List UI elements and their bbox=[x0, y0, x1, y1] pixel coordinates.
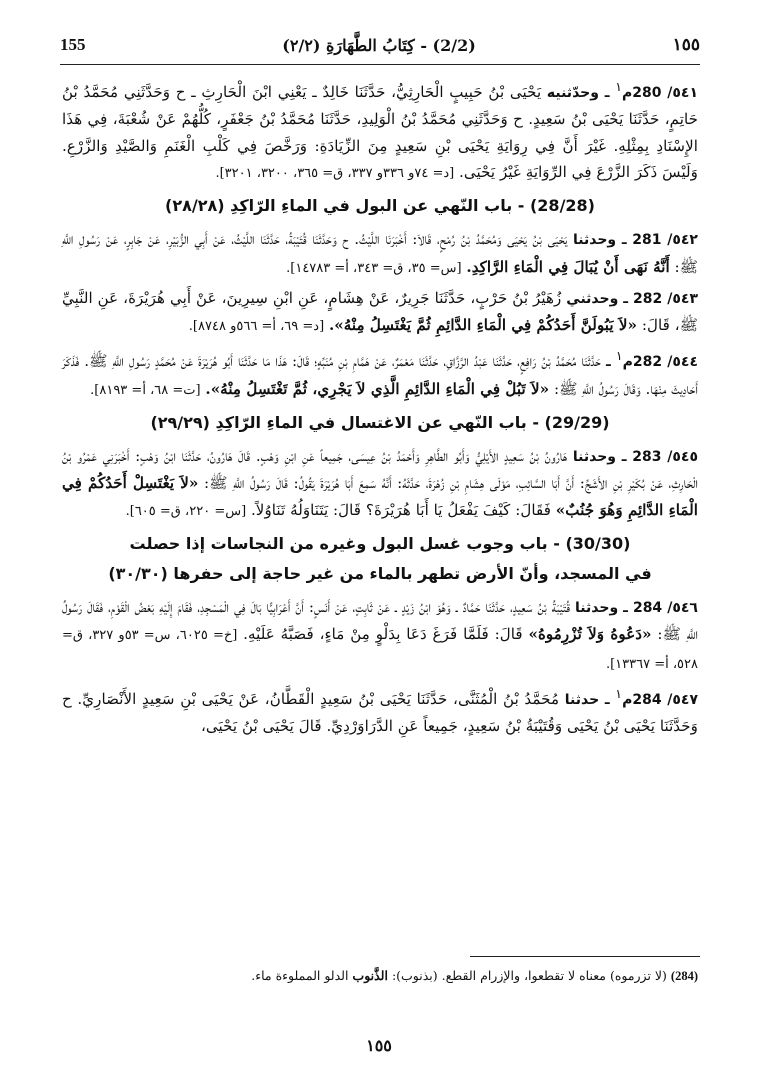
running-title: (2/2) - كِتَابُ الطَّهَارَةِ (٢/٢) bbox=[282, 35, 476, 55]
footnote-term: الذَّنوب bbox=[352, 968, 388, 983]
hadith-lead: ـ وحدثنا bbox=[573, 232, 627, 249]
hadith-quote: «لاَ يَبُولَنَّ أَحَدُكُمْ فِي الْمَاءِ الدَّائِمِ ثُمَّ يَغْتَسِلُ مِنْهُ». bbox=[328, 316, 638, 335]
hadith-543 bbox=[62, 285, 698, 341]
chapter-heading-30-line2: في المسجد، وأنّ الأرض تطهر بالماء من غير حاجة إلى حفرها (٣٠/٣٠) bbox=[108, 563, 652, 583]
hadith-lead: ـ حدثنا bbox=[564, 691, 610, 708]
hadith-quote: «لاَ يَغْتَسِلْ أَحَدُكُمْ فِي الْمَاءِ الدَّائِمِ وَهُوَ جُنُبٌ» bbox=[62, 474, 698, 519]
hadith-reference: [خ= ٦٠٢٥، س= ٥٣و ٣٢٧، ق= ٥٢٨، أ= ١٣٣٦٧]. bbox=[62, 628, 698, 672]
hadith-lead: ـ وحدّثنيه bbox=[546, 85, 610, 102]
hadith-number: ٥٤٤/ 282م bbox=[622, 354, 698, 371]
chapter-heading-30-line1: (30/30) - باب وجوب غسل البول وغيره من النجاسات إذا حصلت bbox=[129, 533, 631, 553]
hadith-number: ٥٤١/ 280م bbox=[622, 85, 698, 102]
hadith-superscript: ١ bbox=[615, 685, 623, 701]
hadith-text-continued: قَالَ: فَلَمَّا فَرَغَ دَعَا بِدَلْوٍ مِنْ مَاءٍ، فَصَبَّهُ عَلَيْهِ. bbox=[243, 625, 523, 644]
hadith-lead: ـ وحدثنا bbox=[572, 449, 627, 466]
hadith-superscript: ١ bbox=[615, 348, 623, 364]
header-divider bbox=[60, 64, 700, 65]
hadith-quote: «لاَ تَبُلْ فِي الْمَاءِ الدَّائِمِ الَّذِي لاَ يَجْرِي، ثُمَّ تَغْتَسِلُ مِنْهُ». bbox=[205, 379, 550, 398]
page-header bbox=[60, 30, 700, 60]
page-number-arabic: ١٥٥ bbox=[672, 35, 700, 55]
chapter-heading-30 bbox=[62, 529, 698, 589]
hadith-545 bbox=[62, 443, 698, 525]
chapter-heading-28: (28/28) - باب النّهي عن البول في الماءِ الرّاكِدِ (٢٨/٢٨) bbox=[165, 196, 595, 216]
chapter-heading-29: (29/29) - باب النّهي عن الاغتسال في الماءِ الرّاكِدِ (٢٩/٢٩) bbox=[150, 413, 610, 433]
hadith-541 bbox=[62, 74, 698, 187]
hadith-text: حَدَّثَنَا مُحَمَّدُ بْنُ رَافِعٍ، حَدَّثَنَا عَبْدُ الرَّزَّاقِ، حَدَّثَنَا مَعْمَرٌ، عَنْ هَمَّامِ بْنِ مُنَبِّهٍ؛ قَالَ: هَذَا مَا حَدَّثَنَا أَبُو هُرَيْرَةَ عَنْ مُحَمَّدٍ رَسُولِ اللَّهِ ﷺ. فَذَكَرَ أَحَادِيثَ مِنْهَا. وَقَالَ رَسُولُ اللَّهِ ﷺ: bbox=[62, 352, 698, 398]
hadith-text: يَحْيَى بْنُ يَحْيَى وَمُحَمَّدُ بْنُ رُمْحٍ، قَالاَ: أَخْبَرَنَا اللَّيْثُ. ح وَحَدَّثَنَا قُتَيْبَةُ، حَدَّثَنَا اللَّيْثُ، عَنْ أَبِي الزُّبَيْرِ، عَنْ جَابِرٍ، عَنْ رَسُولِ اللَّهِ ﷺ: bbox=[62, 230, 698, 276]
hadith-number: ٥٤٣/ 282 bbox=[633, 290, 699, 307]
hadith-text: زُهَيْرُ بْنُ حَرْبٍ، حَدَّثَنَا جَرِيرٌ، عَنْ هِشَامٍ، عَنِ ابْنِ سِيرِينَ، عَنْ أَبِي هُرَيْرَةَ، عَنِ النَّبِيِّ ﷺ، قَالَ: bbox=[62, 288, 698, 335]
hadith-547 bbox=[62, 681, 698, 740]
hadith-542 bbox=[62, 226, 698, 282]
footnote-number: (284) bbox=[670, 969, 698, 983]
hadith-text: مُحَمَّدُ بْنُ الْمُثَنَّى، حَدَّثَنَا يَحْيَى بْنُ سَعِيدٍ الْقَطَّانُ، عَنْ يَحْيَى بْنِ سَعِيدٍ الأَنْصَارِيِّ. ح وَحَدَّثَنَا يَحْيَى بْنُ يَحْيَى وَقُتَيْبَةُ بْنُ سَعِيدٍ، جَمِيعاً عَنِ الدَّرَاوَرْدِيِّ. قَالَ يَحْيَى بْنُ يَحْيَى، bbox=[62, 689, 698, 736]
hadith-reference: [س= ٣٥، ق= ٣٤٣، أ= ١٤٧٨٣]. bbox=[286, 260, 462, 276]
hadith-reference: [س= ٢٢٠، ق= ٦٠٥]. bbox=[125, 503, 247, 519]
hadith-reference: [ت= ٦٨، أ= ٨١٩٣]. bbox=[90, 382, 201, 398]
hadith-546 bbox=[62, 594, 698, 678]
footnote-text-continued: الدلو المملوءة ماء. bbox=[251, 968, 349, 983]
hadith-lead: ـ وحدثنا bbox=[575, 599, 628, 616]
hadith-544 bbox=[62, 343, 698, 404]
footnote bbox=[62, 966, 698, 986]
hadith-text: هَارُونُ بْنُ سَعِيدٍ الأَيْلِيُّ وَأَبُو الطَّاهِرِ وَأَحْمَدُ بْنُ عِيسَى، جَمِيعاً عَنِ ابْنِ وَهْبٍ. قَالَ هَارُونُ، حَدَّثَنَا ابْنُ وَهْبٍ: أَخْبَرَنِي عَمْرُو بْنُ الْحَارِثِ، عَنْ بُكَيْرِ بْنِ الأَشَجِّ: أَنَّ أَبَا السَّائِبِ، مَوْلَى هِشَامِ بْنِ زُهْرَةَ، حَدَّثَهُ: أَنَّهُ سَمِعَ أَبَا هُرَيْرَةَ يَقُولُ: قَالَ رَسُولُ اللَّهِ ﷺ: bbox=[62, 447, 698, 493]
hadith-reference: [د= ٦٩، أ= ٥٦٦و ٨٧٤٨]. bbox=[188, 319, 325, 335]
hadith-number: ٥٤٢/ 281 bbox=[632, 232, 698, 249]
footnote-text: (لا تزرموه) معناه لا تقطعوا، والإزرام القطع. (بذنوب): bbox=[391, 968, 667, 983]
hadith-lead: ـ وحدثني bbox=[566, 290, 629, 307]
hadith-number: ٥٤٥/ 283 bbox=[632, 449, 698, 466]
hadith-quote: «دَعُوهُ وَلاَ تُزْرِمُوهُ» bbox=[528, 625, 652, 644]
hadith-reference: [د= ٧٤و ٣٣٦و ٣٣٧، ق= ٣٦٥، ٣٢٠٠، ٣٢٠١]. bbox=[215, 165, 455, 181]
page-number-latin: 155 bbox=[60, 35, 86, 54]
hadith-quote: أَنَّهُ نَهَى أَنْ يُبَالَ فِي الْمَاءِ الرَّاكِدِ. bbox=[466, 257, 670, 276]
page-number-bottom: ١٥٥ bbox=[366, 1036, 392, 1055]
hadith-text: قُتَيْبَةُ بْنُ سَعِيدٍ، حَدَّثَنَا حَمَّادٌ ـ وَهُوَ ابْنُ زَيْدٍ ـ عَنْ ثَابِتٍ، عَنْ أَنَسٍ: أَنَّ أَعْرَابِيًّا بَالَ فِي الْمَسْجِدِ، فَقَامَ إِلَيْهِ بَعْضُ الْقَوْمِ، فَقَالَ رَسُولُ اللَّهِ ﷺ: bbox=[62, 597, 698, 644]
footnote-divider bbox=[470, 956, 700, 957]
hadith-superscript: ١ bbox=[615, 79, 622, 94]
hadith-lead: ـ bbox=[605, 354, 611, 371]
main-text bbox=[62, 74, 698, 743]
hadith-text: يَحْيَى بْنُ حَبِيبٍ الْحَارِثِيُّ، حَدَّثَنَا خَالِدٌ ـ يَعْنِي ابْنَ الْحَارِثِ ـ ح وَحَدَّثَنِي مُحَمَّدُ بْنُ حَاتِمٍ، حَدَّثَنَا يَحْيَى بْنُ سَعِيدٍ. ح وَحَدَّثَنِي مُحَمَّدُ بْنُ الْوَلِيدِ، حَدَّثَنَا مُحَمَّدُ بْنُ جَعْفَرٍ، كُلُّهُمْ عَنْ شُعْبَةَ، فِي هَذَا الإِسْنَادِ بِمِثْلِهِ. غَيْرَ أَنَّ فِي رِوَايَةِ يَحْيَى بْنِ سَعِيدٍ مِنَ الزِّيَادَةِ: وَرَخَّصَ فِي كَلْبِ الْغَنَمِ وَالصَّيْدِ وَالزَّرْعِ. وَلَيْسَ ذَكَرَ الزَّرْعَ فِي الرِّوَايَةِ غَيْرُ يَحْيَى. bbox=[62, 83, 698, 181]
hadith-number: ٥٤٦/ 284 bbox=[632, 599, 698, 616]
hadith-text-continued: فَقَالَ: كَيْفَ يَفْعَلُ يَا أَبَا هُرَيْرَةَ؟ قَالَ: يَتَنَاوَلُهُ تَنَاوُلاً. bbox=[250, 500, 551, 519]
hadith-number: ٥٤٧/ 284م bbox=[622, 691, 699, 708]
